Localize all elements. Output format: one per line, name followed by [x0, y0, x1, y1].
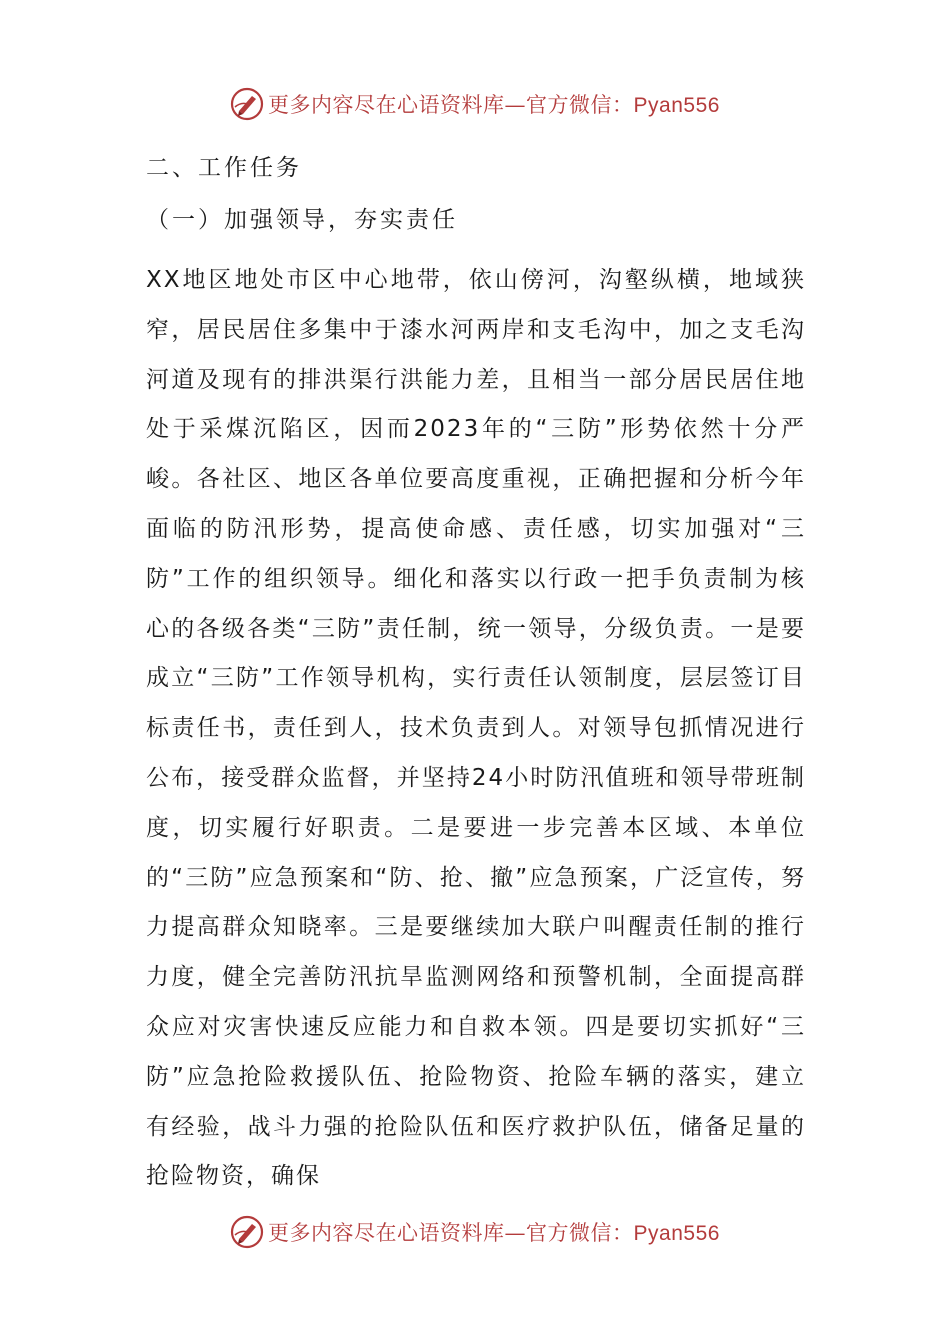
- pen-logo-icon: [230, 87, 264, 121]
- header-watermark-banner: [0, 84, 950, 124]
- banner-wechat-id: Pyan556: [633, 94, 720, 117]
- banner-text: 更多内容尽在心语资料库—官方微信：Pyan556: [268, 93, 720, 117]
- body-paragraph: XX地区地处市区中心地带，依山傍河，沟壑纵横，地域狭窄，居民居住多集中于漆水河两岸和支毛沟中，加之支毛沟河道及现有的排洪渠行洪能力差，且相当一部分居民居住地处于采煤沉陷区，因而2023年的“三防”形势依然十分严峻。各社区、地区各单位要高度重视，正确把握和分析今年面临的防汛形势，提高使命感、责任感，切实加强对“三防”工作的组织领导。细化和落实以行政一把手负责制为核心的各级各类“三防”责任制，统一领导，分级负责。一是要成立“三防”工作领导机构，实行责任认领制度，层层签订目标责任书，责任到人，技术负责到人。对领导包抓情况进行公布，接受群众监督，并坚持24小时防汛值班和领导带班制度，切实履行好职责。二是要进一步完善本区域、本单位的“三防”应急预案和“防、抢、撤”应急预案，广泛宣传，努力提高群众知晓率。三是要继续加大联户叫醒责任制的推行力度，健全完善防汛抗旱监测网络和预警机制，全面提高群众应对灾害快速反应能力和自救本领。四是要切实抓好“三防”应急抢险救援队伍、抢险物资、抢险车辆的落实，建立有经验，战斗力强的抢险队伍和医疗救护队伍，储备足量的抢险物资，确保: [146, 267, 806, 1190]
- banner-text: 更多内容尽在心语资料库—官方微信：Pyan556: [268, 1221, 720, 1245]
- banner-wechat-id: Pyan556: [633, 1222, 720, 1245]
- section-heading: 二、工作任务: [146, 155, 302, 181]
- document-body: [146, 152, 806, 1202]
- pen-logo-icon: [230, 1215, 264, 1249]
- footer-watermark-banner: [0, 1212, 950, 1252]
- subsection-heading: （一）加强领导，夯实责任: [146, 207, 458, 233]
